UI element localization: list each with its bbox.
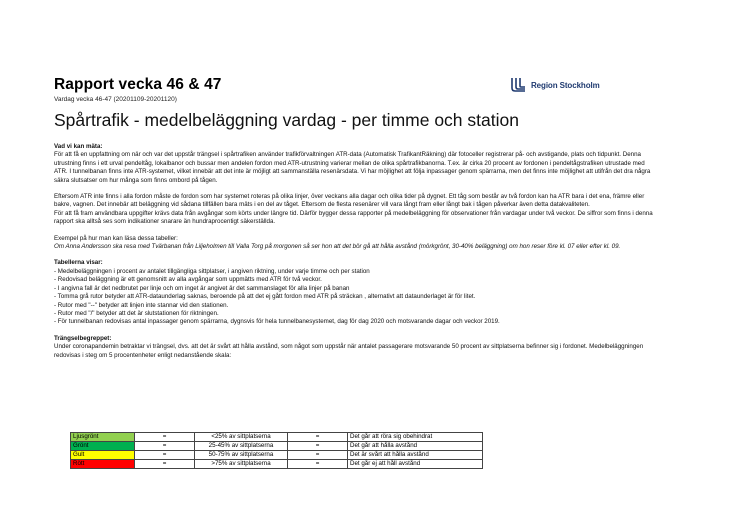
scale-swatch: Gult (71, 451, 135, 460)
scale-description: Det går att röra sig obehindrat (348, 433, 483, 442)
example-title: Exempel på hur man kan läsa dessa tabeller: (54, 234, 178, 242)
crowding-text: Under coronapandemin betraktar vi trängsel, dvs. att det är svårt att hålla avstånd, som något som uppstår när antalet passagerare motsvarande 50 procent av sittplatserna befinner sig i fordonet. Medelbeläggningen redovisas i steg om 5 procentenheter enligt nedanstående skala: (54, 343, 644, 359)
tables-item: - Rutor med "--" betyder att linjen inte stannar vid den stationen. (54, 301, 229, 309)
tables-item: - Redovisad beläggning är ett genomsnitt av alla avgångar som uppmätts med ATR för två veckor. (54, 276, 322, 284)
scale-range: 25-45% av sittplatserna (195, 442, 288, 451)
example-text: Om Anna Andersson ska resa med Tvärbanan från Liljeholmen till Valla Torg på morgonen så ser hon att det bör gå att hålla avstånd (mörkgrönt, 30-40% beläggning) om hon reser före kl. 07 eller efter kl. 09. (54, 243, 621, 251)
scale-equals: = (135, 451, 195, 460)
logo-text: Region Stockholm (531, 80, 600, 90)
scale-row (71, 433, 483, 442)
scale-swatch: Rött (71, 460, 135, 469)
scale-description: Det går ej att håll avstånd (348, 460, 483, 469)
page-heading: Spårtrafik - medelbeläggning vardag - per timme och station (54, 110, 519, 130)
scale-range: <25% av sittplatserna (195, 433, 288, 442)
scale-range: >75% av sittplatserna (195, 460, 288, 469)
scale-description: Det går att hålla avstånd (348, 442, 483, 451)
scale-swatch: Grönt (71, 442, 135, 451)
measure-paragraph-1: För att få en uppfattning om när och var det uppstår trängsel i spårtrafiken använder trafikförvaltningen ATR-data (Automatisk TrafikantRäkning) där fotoceller registrerar på- och avstigande, plats och tidpunkt. Denna utrustning finns i ett urval pendeltåg, lokalbanor och bussar men andelen fordon med ATR-utrustning varierar mellan de olika spårtrafikbanorna. T.ex. är cirka 20 procent av fordonen i pendeltågstrafiken utrustade med ATR. I tunnelbanan finns inte ATR-systemet, vilket innebär att det inte är möjligt att sammanställa resenärsdata. Vi har möjlighet att följa inpassager genom spärrarna, men det finns inte möjlighet att utifrån det dra några säkra slutsatser om hur många som finns ombord på tågen. (54, 151, 651, 184)
region-stockholm-logo-icon (509, 77, 528, 93)
region-stockholm-logo (509, 77, 600, 93)
measure-paragraph-2: Eftersom ATR inte finns i alla fordon måste de fordon som har systemet roteras på olika linjer, över veckans alla dagar och olika tider på dygnet. Ett tåg som består av två fordon kan ha ATR bara i det ena, främre eller bakre, vagnen. Det innebär att beläggning vid sådana tillfällen bara mäts i en del av tåget. Eftersom de flesta resenärer vill vara långt fram eller långt bak i tågen påverkar även detta datakvaliteten. (54, 193, 645, 209)
scale-equals: = (288, 460, 348, 469)
tables-item: - I angivna fall är det nedbrutet per linje och om inget är angivet är det sammanslaget för alla linjer på banan (54, 284, 350, 292)
measure-paragraph-3: För att få fram användbara uppgifter krävs data från avgångar som körts under längre tid. Därför bygger dessa rapporter på medelbeläggning för observationer från vardagar under två veckor. De siffror som finns i denna rapport ska alltså ses som indikationer snarare än hundraprocentigt säkerställda. (54, 209, 653, 226)
scale-range: 50-75% av sittplatserna (195, 451, 288, 460)
tables-item: - Medelbeläggningen i procent av antalet tillgängliga sittplatser, i angiven riktning, under varje timme och per station (54, 267, 370, 275)
tables-title: Tabellerna visar: (54, 259, 103, 267)
measure-title: Vad vi kan mäta: (54, 143, 103, 150)
scale-swatch: Ljusgrönt (71, 433, 135, 442)
report-period: Vardag vecka 46-47 (20201109-20201120) (54, 96, 177, 103)
scale-equals: = (288, 442, 348, 451)
scale-description: Det är svårt att hålla avstånd (348, 451, 483, 460)
occupancy-scale-table (70, 432, 483, 469)
report-title: Rapport vecka 46 & 47 (54, 76, 222, 93)
tables-item: - Rutor med "/" betyder att det är slutstationen för riktningen. (54, 309, 219, 317)
tables-item: - Tomma grå rutor betyder att ATR-dataunderlag saknas, beroende på att det ej gått fordon med ATR på sträckan , alternativt att dataunderlaget är för litet. (54, 293, 476, 301)
scale-equals: = (288, 451, 348, 460)
scale-equals: = (288, 433, 348, 442)
tables-item: - För tunnelbanan redovisas antal inpassager genom spärrarna, dygnsvis för hela tunnelbanesystemet, dag för dag 2020 och motsvarande dagar och veckor 2019. (54, 318, 500, 326)
scale-equals: = (135, 442, 195, 451)
scale-row (71, 460, 483, 469)
report-body (54, 143, 654, 360)
scale-row (71, 442, 483, 451)
scale-equals: = (135, 460, 195, 469)
scale-row (71, 451, 483, 460)
crowding-title: Trängselbegreppet: (54, 334, 112, 342)
scale-equals: = (135, 433, 195, 442)
